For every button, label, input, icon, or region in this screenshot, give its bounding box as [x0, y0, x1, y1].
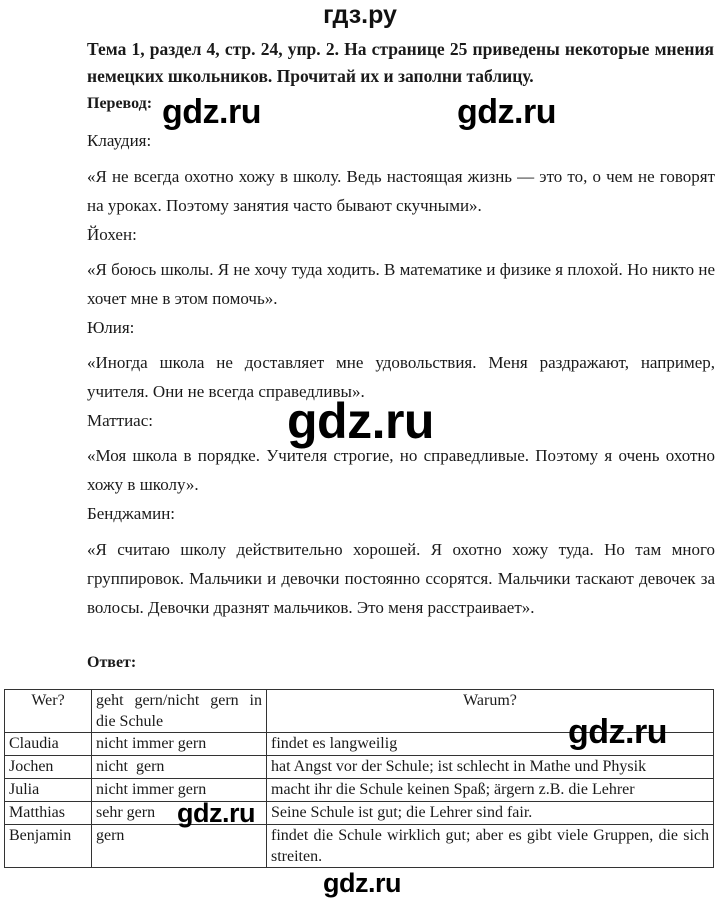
cell-geht-gern: nicht gern — [92, 756, 267, 779]
speaker-name-julia: Юлия: — [87, 318, 135, 337]
cell-geht-gern: sehr gern — [92, 802, 267, 825]
speaker-name-jochen: Йохен: — [87, 225, 137, 244]
cell-geht-gern: gern — [92, 825, 267, 868]
cell-geht-gern: nicht immer gern — [92, 779, 267, 802]
watermark-logo: gdz.ru — [177, 798, 255, 828]
cell-wer: Julia — [5, 779, 92, 802]
answer-label: Ответ: — [87, 654, 137, 671]
cell-wer: Benjamin — [5, 825, 92, 868]
task-statement: Тема 1, раздел 4, стр. 24, упр. 2. На странице 25 приведены некоторые мнения немецких школьников. Прочитай их и заполни таблицу. — [87, 39, 714, 86]
cell-warum: findet die Schule wirklich gut; aber es gibt viele Gruppen, die sich streiten. — [267, 825, 714, 868]
table-row — [5, 825, 714, 868]
translation-label: Перевод: — [87, 95, 153, 112]
quote-jochen: «Я боюсь школы. Я не хочу туда ходить. В математике и физике я плохой. Но никто не хочет мне в этом помочь». — [87, 260, 715, 308]
table-row — [5, 802, 714, 825]
cell-wer: Jochen — [5, 756, 92, 779]
cell-geht-gern: nicht immer gern — [92, 733, 267, 756]
speaker-name-benjamin: Бенджамин: — [87, 504, 176, 523]
quote-julia: «Иногда школа не доставляет мне удовольствия. Меня раздражают, например, учителя. Они не всегда справедливы». — [87, 353, 715, 401]
watermark-logo: gdz.ru — [323, 868, 401, 898]
cell-warum: hat Angst vor der Schule; ist schlecht in Mathe und Physik — [267, 756, 714, 779]
watermark-logo: gdz.ru — [162, 93, 261, 131]
cell-warum: macht ihr die Schule keinen Spaß; ärgern z.B. die Lehrer — [267, 779, 714, 802]
header-warum: Warum? — [267, 690, 714, 733]
cell-wer: Claudia — [5, 733, 92, 756]
speaker-name-matthias: Маттиас: — [87, 411, 153, 430]
header-geht-gern: geht gern/nicht gern in die Schule — [92, 690, 267, 733]
header-wer: Wer? — [5, 690, 92, 733]
quote-matthias: «Моя школа в порядке. Учителя строгие, но справедливые. Поэтому я очень охотно хожу в школу». — [87, 446, 715, 494]
speaker-name-claudia: Клаудия: — [87, 131, 152, 150]
site-title: гдз.ру — [323, 1, 397, 29]
cell-warum: findet es langweilig — [267, 733, 714, 756]
table-row — [5, 756, 714, 779]
watermark-logo: gdz.ru — [457, 93, 556, 131]
quote-claudia: «Я не всегда охотно хожу в школу. Ведь настоящая жизнь — это то, о чем не говорят на уроках. Поэтому занятия часто бывают скучными». — [87, 167, 715, 215]
cell-wer: Matthias — [5, 802, 92, 825]
watermark-logo: gdz.ru — [287, 393, 434, 449]
quote-benjamin: «Я считаю школу действительно хорошей. Я охотно хожу туда. Но там много группировок. Мальчики и девочки постоянно ссорятся. Мальчики таскают девочек за волосы. Девочки дразнят мальчиков. Это меня расстраивает». — [87, 540, 715, 617]
cell-warum: Seine Schule ist gut; die Lehrer sind fair. — [267, 802, 714, 825]
watermark-logo: gdz.ru — [568, 713, 667, 751]
table-row — [5, 779, 714, 802]
